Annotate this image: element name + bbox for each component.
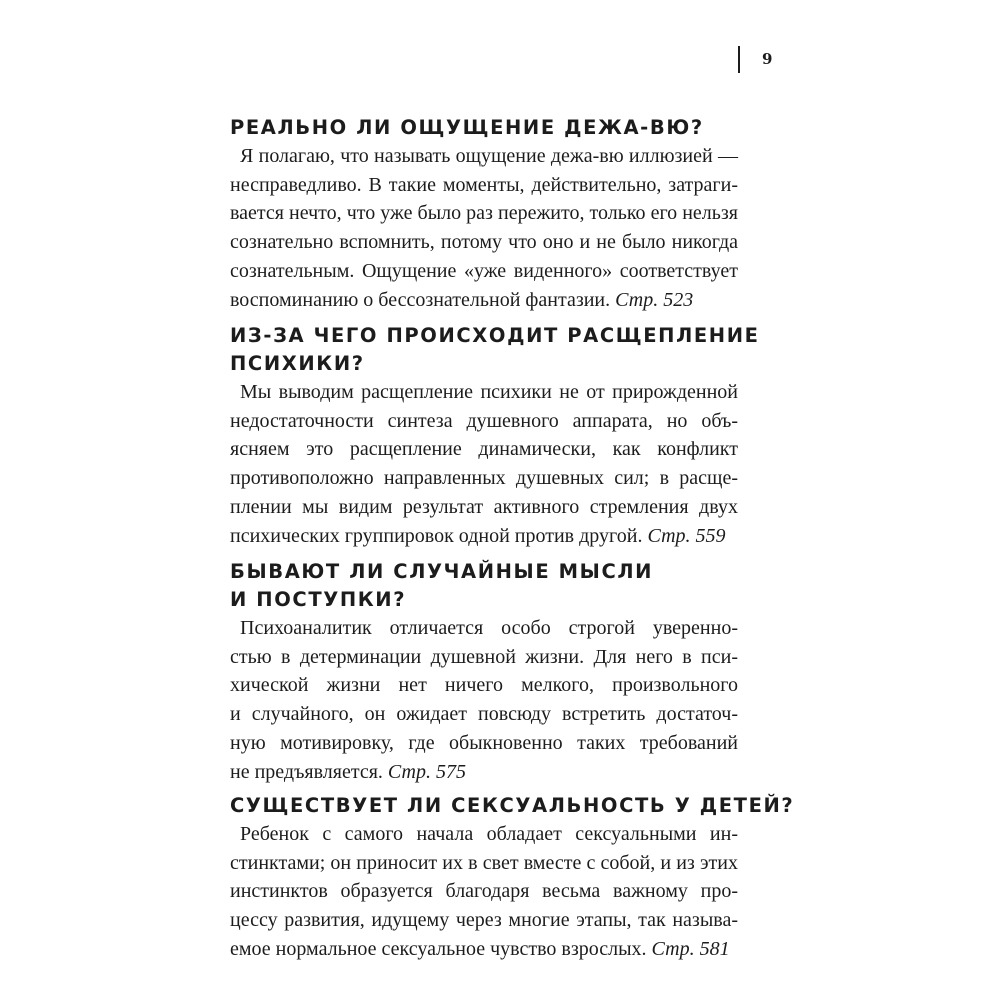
page-reference: Стр. 575 (387, 760, 466, 783)
section-body: Мы выводим расщепление психики не от прирожденной недостаточности синтеза душевного аппарата, но объ- ясняем это расщепление динамически, как конфликт противоположно направленных душевных сил; в расще- плении мы видим результат активного стремления двух психических группировок одной против другой. Стр. 559 (230, 381, 738, 547)
qa-section-random-thoughts (230, 558, 738, 786)
qa-section-deja-vu (230, 114, 738, 314)
qa-section-child-sexuality (230, 792, 795, 964)
page-number-divider (738, 46, 740, 73)
section-heading: БЫВАЮТ ЛИ СЛУЧАЙНЫЕ МЫСЛИ И ПОСТУПКИ? (230, 560, 654, 611)
page-number: 9 (762, 50, 773, 68)
section-body: Ребенок с самого начала обладает сексуальными ин- стинктами; он приносит их в свет вместе с собой, и из этих инстинктов образуется благодаря весьма важному про- цессу развития, идущему через многие этапы, так называ- емое нормальное сексуальное чувство взрослых. Стр. 581 (230, 823, 738, 960)
section-heading: СУЩЕСТВУЕТ ЛИ СЕКСУАЛЬНОСТЬ У ДЕТЕЙ? (230, 794, 795, 817)
section-body: Я полагаю, что называть ощущение дежа-вю иллюзией — несправедливо. В такие моменты, действительно, затраги- вается нечто, что уже было раз пережито, только его нельзя сознательно вспомнить, потому что оно и не было никогда сознательным. Ощущение «уже виденного» соответствует воспоминанию о бессознательной фантазии. Стр. 523 (230, 145, 738, 311)
section-body: Психоаналитик отличается особо строгой уверенно- стью в детерминации душевной жизни. Для него в пси- хической жизни нет ничего мелкого, произвольного и случайного, он ожидает повсюду встретить достаточ- ную мотивировку, где обыкновенно таких требований не предъявляется. Стр. 575 (230, 617, 738, 783)
page-reference: Стр. 559 (647, 524, 726, 547)
section-heading: РЕАЛЬНО ЛИ ОЩУЩЕНИЕ ДЕЖА-ВЮ? (230, 116, 704, 139)
page-reference: Стр. 581 (651, 937, 730, 960)
page-reference: Стр. 523 (615, 288, 694, 311)
qa-section-splitting (230, 322, 760, 550)
section-heading: ИЗ-ЗА ЧЕГО ПРОИСХОДИТ РАСЩЕПЛЕНИЕ ПСИХИКИ? (230, 324, 760, 375)
